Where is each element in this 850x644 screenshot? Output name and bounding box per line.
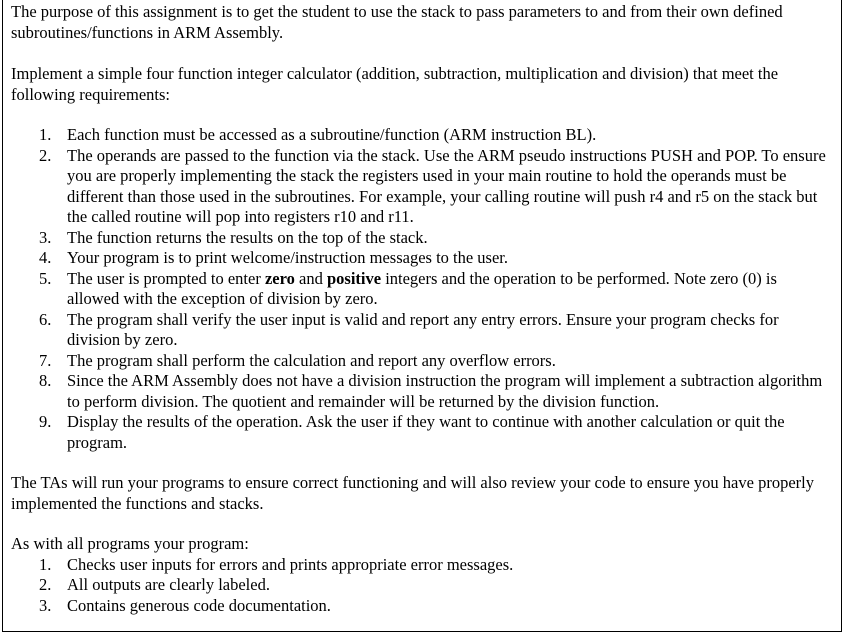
assignment-document <box>11 2 826 616</box>
tas-paragraph: The TAs will run your programs to ensure correct functioning and will also review your code to ensure you have properly implemented the functions and stacks. <box>11 473 814 513</box>
list-number: 5. <box>39 268 52 288</box>
requirement-text-after: integers and the operation to be performed. Note zero (0) is allowed with the exception of division by zero. <box>67 268 777 308</box>
list-number: 8. <box>39 371 52 390</box>
as-with-paragraph: As with all programs your program: <box>11 534 249 553</box>
requirements-list <box>11 125 826 453</box>
requirement-text: Each function must be accessed as a subroutine/function (ARM instruction BL). <box>67 125 597 144</box>
list-number: 1. <box>39 554 52 574</box>
list-number: 4. <box>39 248 52 267</box>
list-number: 1. <box>39 125 52 144</box>
requirement-item <box>11 248 826 269</box>
list-number: 9. <box>39 412 52 431</box>
check-item <box>11 555 826 576</box>
requirement-text: The function returns the results on the top of the stack. <box>67 227 428 247</box>
requirement-text: Since the ARM Assembly does not have a division instruction the program will implement a subtraction algorithm to perform division. The quotient and remainder will be returned by the division function. <box>67 371 823 411</box>
implement-paragraph: Implement a simple four function integer calculator (addition, subtraction, multiplication and division) that meet the following requirements: <box>11 64 779 104</box>
bold-positive: positive <box>326 268 382 288</box>
list-number: 6. <box>39 309 52 329</box>
requirement-item <box>11 146 826 228</box>
check-text: Checks user inputs for errors and prints appropriate error messages. <box>67 554 514 574</box>
requirement-text: The program shall perform the calculation and report any overflow errors. <box>67 350 556 370</box>
requirement-text: The program shall verify the user input is valid and report any entry errors. Ensure your program checks for division by zero. <box>67 309 779 349</box>
list-number: 7. <box>39 350 52 370</box>
requirement-item <box>11 269 826 310</box>
requirement-item <box>11 228 826 249</box>
requirement-item <box>11 371 826 412</box>
requirement-item <box>11 412 826 453</box>
list-number: 2. <box>39 575 52 594</box>
intro-paragraph: The purpose of this assignment is to get the student to use the stack to pass parameters to and from their own defined subroutines/functions in ARM Assembly. <box>11 2 783 42</box>
bold-zero: zero <box>264 268 295 288</box>
check-item <box>11 596 826 617</box>
requirement-item <box>11 310 826 351</box>
check-text: Contains generous code documentation. <box>67 595 331 615</box>
requirement-text-before: The user is prompted to enter <box>67 268 265 288</box>
requirement-text: Display the results of the operation. Ask the user if they want to continue with another calculation or quit the program. <box>67 412 785 452</box>
list-number: 2. <box>39 145 52 165</box>
check-item <box>11 575 826 596</box>
requirement-text-mid: and <box>294 268 327 288</box>
checks-list <box>11 555 826 617</box>
list-number: 3. <box>39 227 52 247</box>
requirement-item <box>11 351 826 372</box>
check-text: All outputs are clearly labeled. <box>67 575 270 594</box>
requirement-text: The operands are passed to the function via the stack. Use the ARM pseudo instructions PUSH and POP. To ensure you are properly implementing the stack the registers used in your main routine to hold the operands must be different than those used in the subroutines. For example, your calling routine will push r4 and r5 on the stack but the called routine will pop into registers r10 and r11. <box>67 145 826 226</box>
list-number: 3. <box>39 595 52 615</box>
requirement-text: Your program is to print welcome/instruction messages to the user. <box>67 248 509 267</box>
requirement-item <box>11 125 826 146</box>
